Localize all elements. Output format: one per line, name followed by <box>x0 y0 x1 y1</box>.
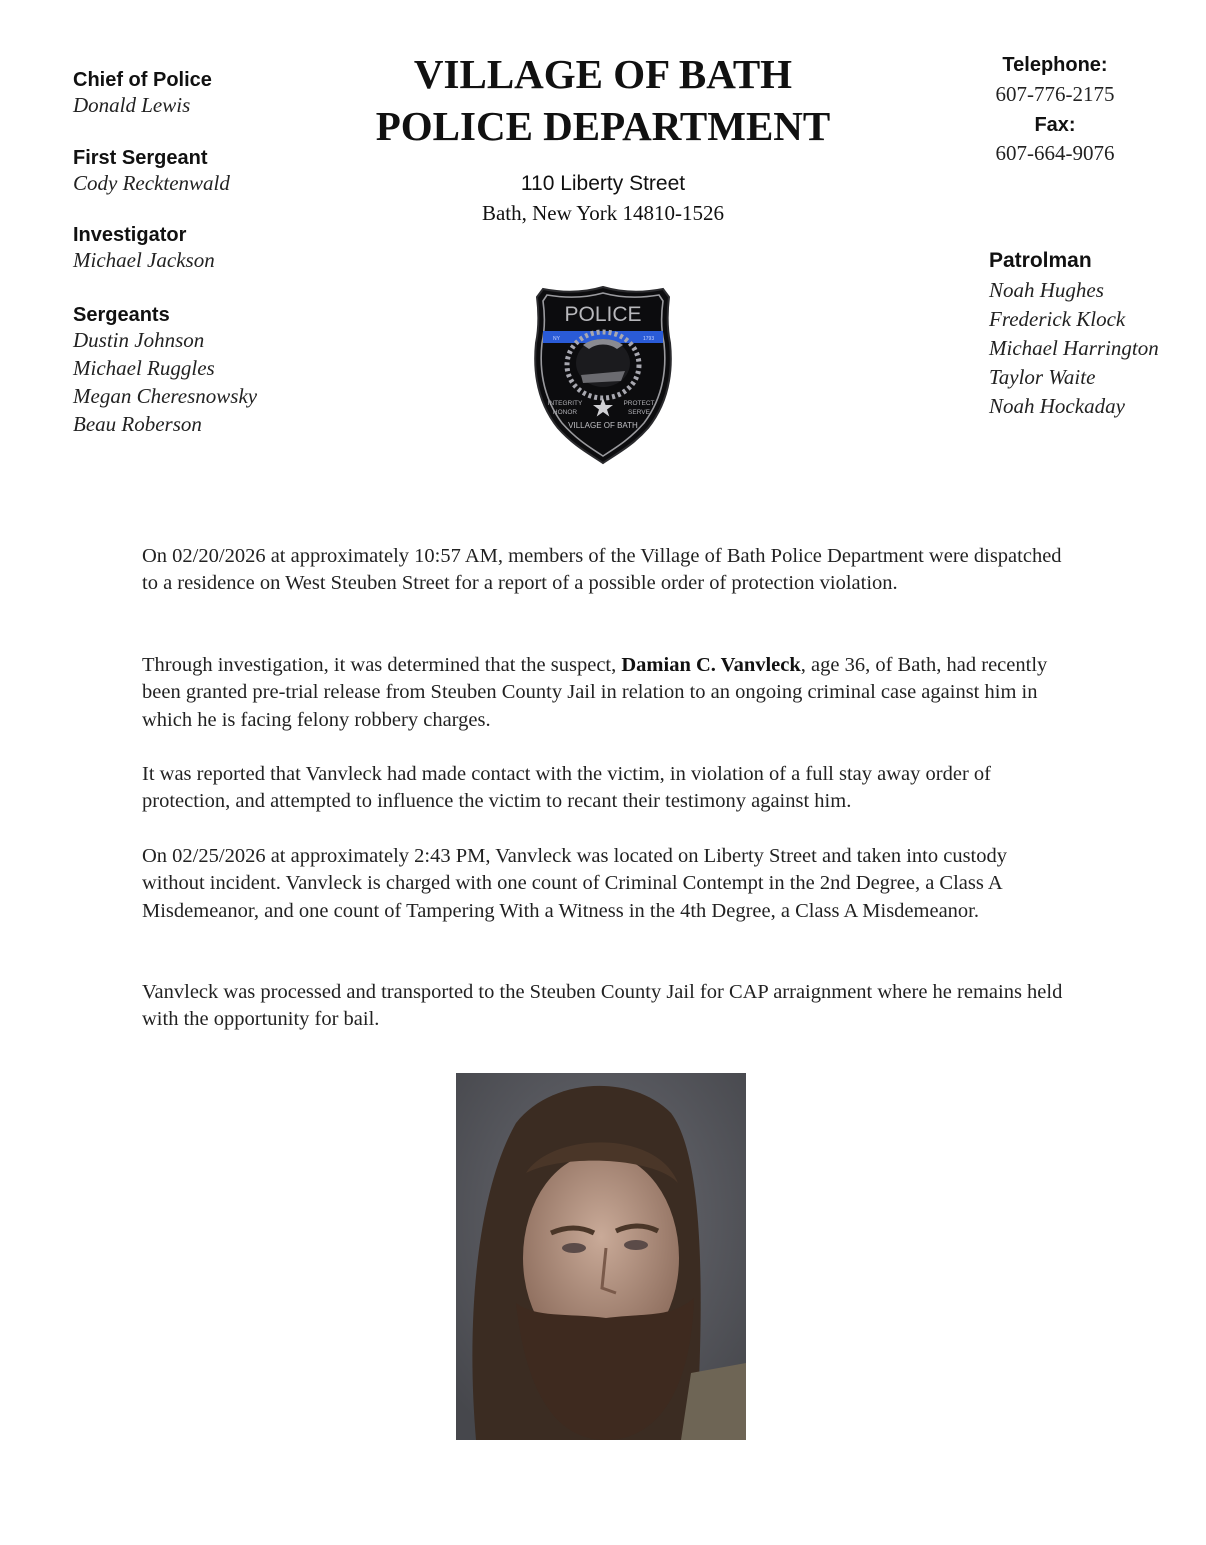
badge-top-text: POLICE <box>564 303 642 326</box>
telephone-label: Telephone: <box>1002 54 1108 76</box>
fax-number: 607-664-9076 <box>995 141 1115 165</box>
badge-word-integrity: INTEGRITY <box>547 400 583 407</box>
staff-name: Michael Ruggles <box>73 356 215 380</box>
staff-name: Frederick Klock <box>989 307 1126 331</box>
paragraph-contact: It was reported that Vanvleck had made contact with the victim, in violation of a full stay away order of protection, and attempted to influence the victim to recant their testimony against him. <box>142 763 991 813</box>
suspect-name: Damian C. Vanvleck <box>621 654 801 676</box>
staff-name: Beau Roberson <box>73 412 202 436</box>
police-badge-logo <box>533 283 673 465</box>
staff-name: Cody Recktenwald <box>73 171 230 195</box>
badge-word-honor: HONOR <box>552 409 578 416</box>
staff-name: Taylor Waite <box>989 365 1096 389</box>
role-first-sergeant: First Sergeant <box>73 147 208 169</box>
staff-name: Noah Hughes <box>989 278 1104 302</box>
department-title-line2: POLICE DEPARTMENT <box>375 103 831 149</box>
staff-name: Megan Cheresnowsky <box>73 384 258 408</box>
address-street: 110 Liberty Street <box>520 172 686 195</box>
badge-band-right-text: 1793 <box>643 336 655 342</box>
fax-label: Fax: <box>1034 114 1076 136</box>
badge-word-serve: SERVE <box>628 409 650 416</box>
staff-name: Noah Hockaday <box>989 394 1125 418</box>
suspect-mugshot-photo <box>456 1073 746 1440</box>
paragraph-text: Through investigation, it was determined that the suspect, <box>142 654 622 676</box>
badge-bottom-text: VILLAGE OF BATH <box>568 421 638 430</box>
badge-band-left-text: NY <box>553 336 560 342</box>
telephone-number: 607-776-2175 <box>995 82 1115 106</box>
role-patrolman: Patrolman <box>989 249 1092 272</box>
staff-name: Michael Jackson <box>73 248 215 272</box>
paragraph-processing: Vanvleck was processed and transported to the Steuben County Jail for CAP arraignment where he remains held with the opportunity for bail. <box>142 981 1063 1031</box>
paragraph-dispatch: On 02/20/2026 at approximately 10:57 AM, members of the Village of Bath Police Department were dispatched to a residence on West Steuben Street for a report of a possible order of protection violation. <box>142 545 1062 595</box>
department-title-line1: VILLAGE OF BATH <box>413 51 793 97</box>
badge-word-protect: PROTECT <box>623 400 655 407</box>
address-city: Bath, New York 14810-1526 <box>481 201 725 225</box>
paragraph-arrest: On 02/25/2026 at approximately 2:43 PM, Vanvleck was located on Liberty Street and taken into custody without incident. Vanvleck is charged with one count of Criminal Contempt in the 2nd Degree, a Class A Misdemeanor, and one count of Tampering With a Witness in the 4th Degree, a Class A Misdemeanor. <box>142 845 1008 922</box>
role-investigator: Investigator <box>73 224 187 246</box>
role-chief-of-police: Chief of Police <box>73 69 212 91</box>
staff-name: Donald Lewis <box>73 93 191 117</box>
staff-name: Michael Harrington <box>989 336 1159 360</box>
paragraph-investigation <box>142 652 1072 734</box>
staff-name: Dustin Johnson <box>73 328 205 352</box>
paragraph-text: , age 36, of Bath, had recently been granted pre-trial release from Steuben County Jail in relation to an ongoing criminal case against him in which he is facing felony robbery charges. <box>142 654 1048 731</box>
role-sergeants: Sergeants <box>73 304 170 326</box>
